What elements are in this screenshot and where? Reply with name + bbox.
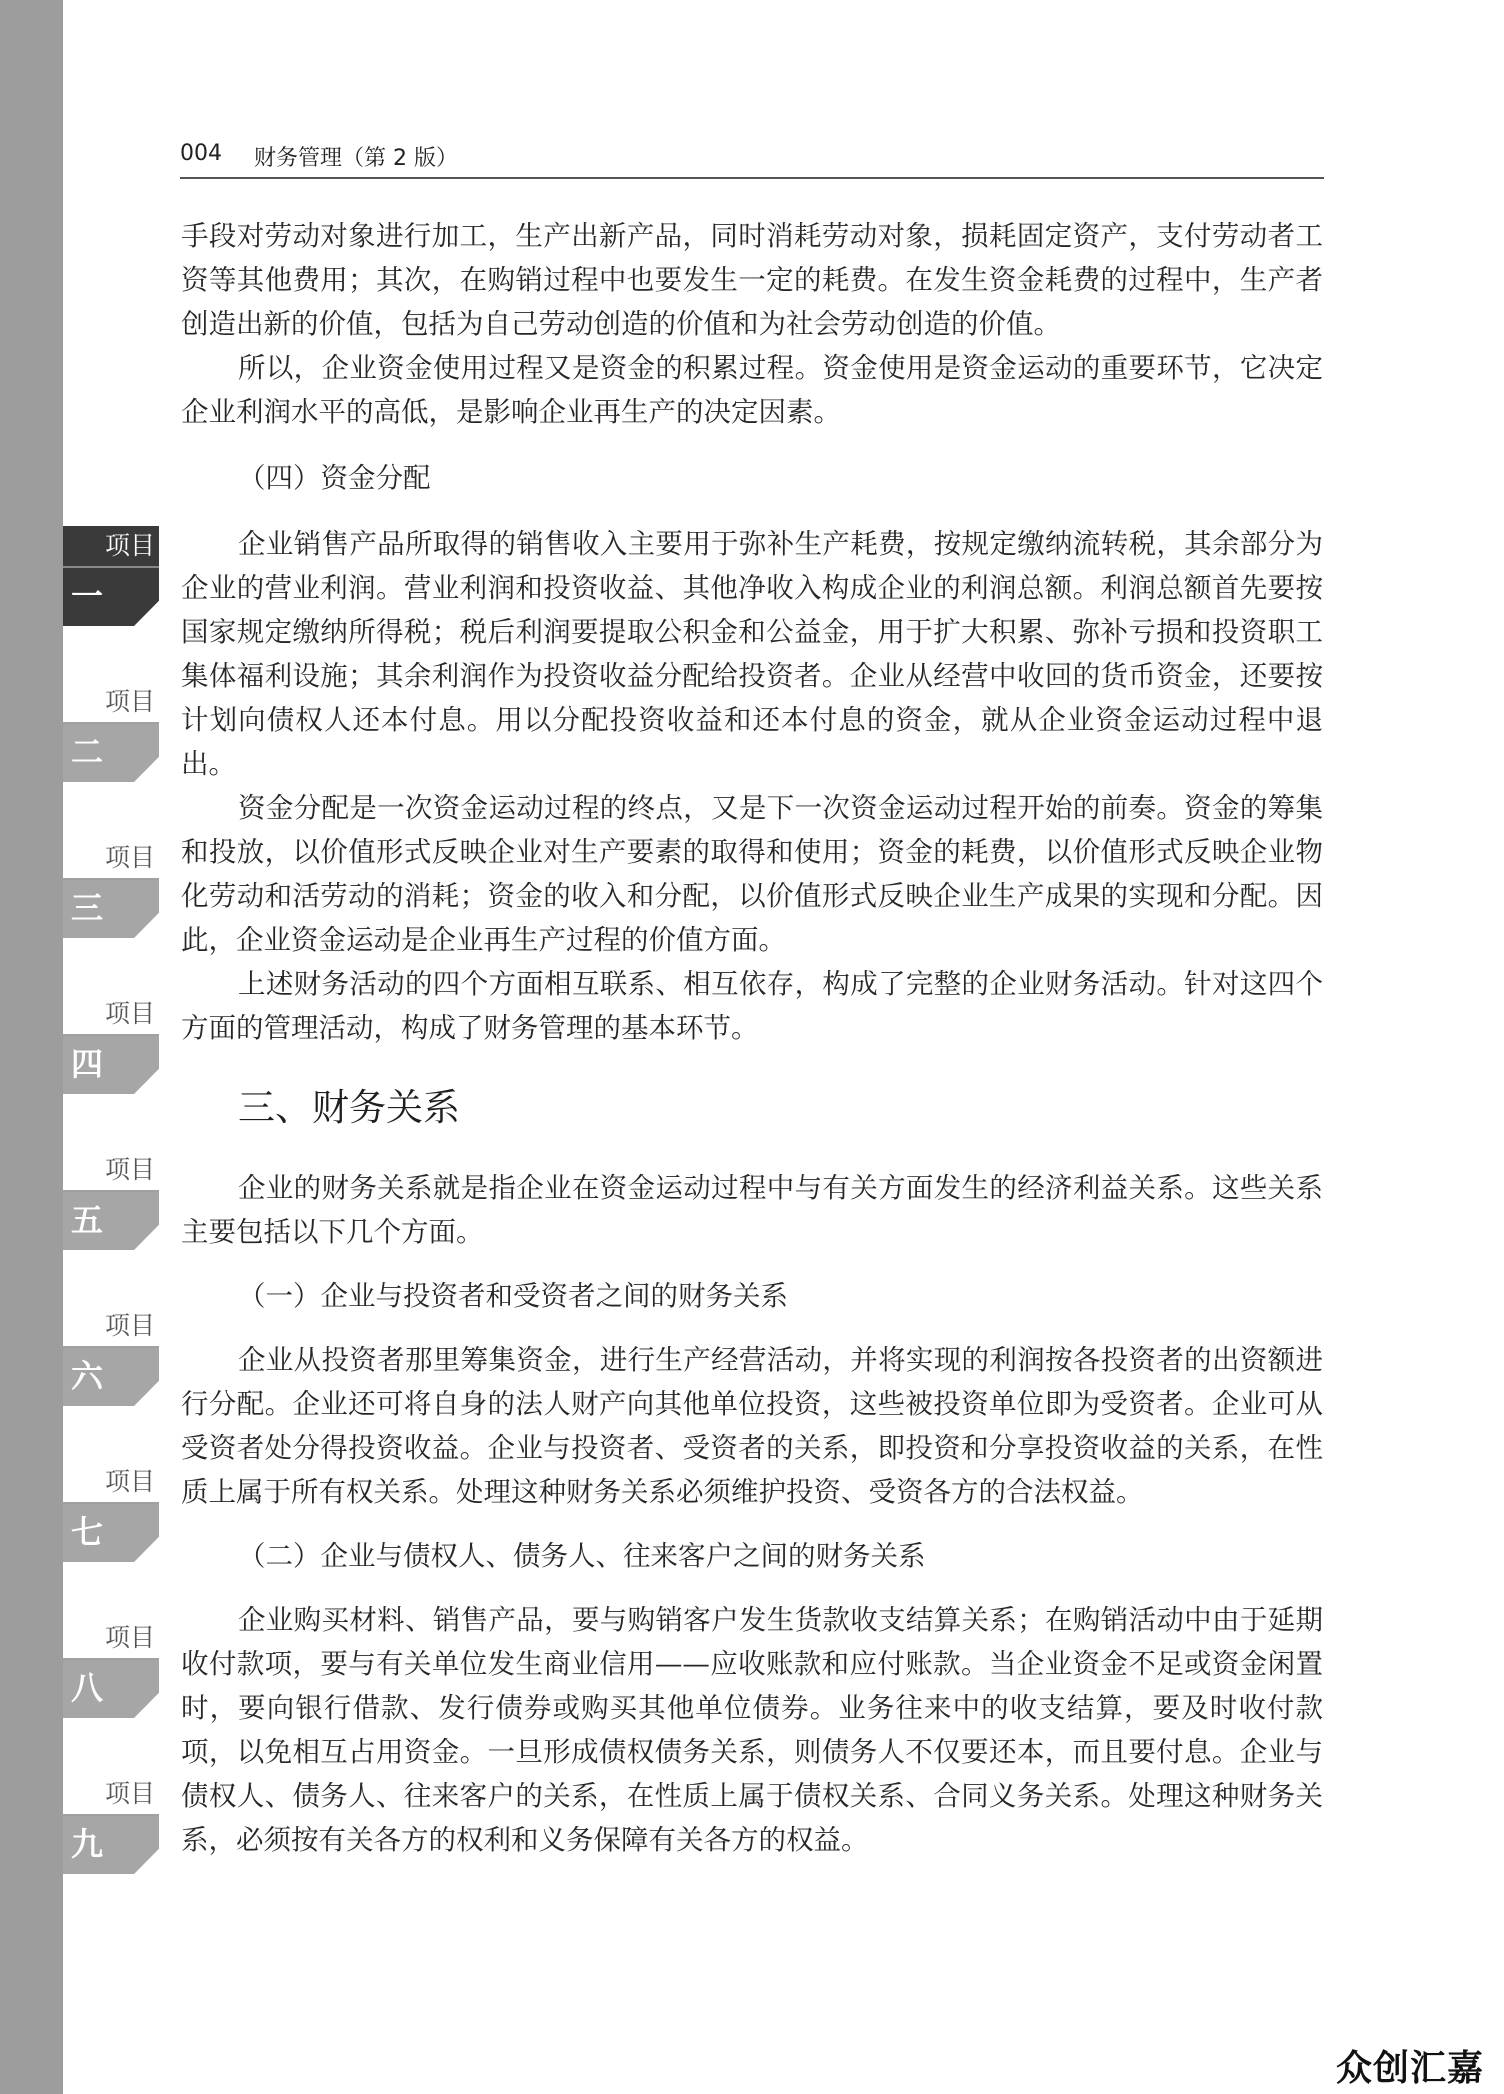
chapter-tab-number: 九 — [71, 1825, 104, 1863]
paragraph: 企业的财务关系就是指企业在资金运动过程中与有关方面发生的经济利益关系。这些关系主要包括以下几个方面。 — [181, 1172, 1323, 1248]
chapter-tab-number: 三 — [71, 889, 104, 927]
book-title: 财务管理（第 2 版） — [254, 146, 458, 171]
chapter-tab-number: 四 — [71, 1045, 104, 1083]
spacer — [181, 500, 1323, 522]
subheading: （四）资金分配 — [238, 462, 431, 494]
chapter-tab-number: 七 — [71, 1513, 104, 1551]
spacer — [181, 1578, 1323, 1598]
spacer — [181, 1254, 1323, 1274]
chapter-tab-label: 项目 — [104, 1623, 155, 1652]
watermark-logo: 众创汇嘉 — [1336, 2048, 1485, 2089]
chapter-tab-4[interactable] — [63, 994, 159, 1096]
spacer — [181, 434, 1323, 456]
chapter-tab-number: 二 — [71, 733, 104, 771]
paragraph: 上述财务活动的四个方面相互联系、相互依存，构成了完整的企业财务活动。针对这四个方面的管理活动，构成了财务管理的基本环节。 — [181, 968, 1323, 1044]
chapter-tab-8[interactable] — [63, 1618, 159, 1720]
chapter-tab-number: 五 — [71, 1201, 104, 1239]
chapter-tab-9[interactable] — [63, 1774, 159, 1876]
chapter-tab-label: 项目 — [104, 1779, 155, 1808]
chapter-tab-1[interactable] — [63, 526, 159, 628]
subheading: （二）企业与债权人、债务人、往来客户之间的财务关系 — [238, 1540, 926, 1572]
left-margin-bar — [0, 0, 63, 2094]
chapter-tab-label: 项目 — [63, 526, 159, 566]
chapter-tab-label: 项目 — [104, 687, 155, 716]
page-number: 004 — [180, 141, 222, 166]
page-body — [181, 214, 1323, 1862]
chapter-tab-number: 六 — [71, 1357, 104, 1395]
chapter-tab-7[interactable] — [63, 1462, 159, 1564]
chapter-tab-number: 八 — [71, 1669, 104, 1707]
chapter-tab-number: 一 — [71, 577, 104, 615]
chapter-tab-label: 项目 — [104, 1155, 155, 1184]
paragraph: 企业购买材料、销售产品，要与购销客户发生货款收支结算关系；在购销活动中由于延期收付款项，要与有关单位发生商业信用——应收账款和应付账款。当企业资金不足或资金闲置时，要向银行借款、发行债券或购买其他单位债券。业务往来中的收支结算，要及时收付款项，以免相互占用资金。一旦形成债权债务关系，则债务人不仅要还本，而且要付息。企业与债权人、债务人、往来客户的关系，在性质上属于债权关系、合同义务关系。处理这种财务关系，必须按有关各方的权利和义务保障有关各方的权益。 — [181, 1604, 1323, 1856]
subheading: （一）企业与投资者和受资者之间的财务关系 — [238, 1280, 788, 1312]
chapter-tab-3[interactable] — [63, 838, 159, 940]
section-heading: 三、财务关系 — [238, 1086, 460, 1129]
chapter-tab-6[interactable] — [63, 1306, 159, 1408]
spacer — [181, 1138, 1323, 1166]
spacer — [181, 1514, 1323, 1534]
paragraph: 所以，企业资金使用过程又是资金的积累过程。资金使用是资金运动的重要环节，它决定企业利润水平的高低，是影响企业再生产的决定因素。 — [181, 352, 1323, 428]
chapter-tab-2[interactable] — [63, 682, 159, 784]
chapter-tab-label: 项目 — [104, 999, 155, 1028]
paragraph: 企业从投资者那里筹集资金，进行生产经营活动，并将实现的利润按各投资者的出资额进行分配。企业还可将自身的法人财产向其他单位投资，这些被投资单位即为受资者。企业可从受资者处分得投资收益。企业与投资者、受资者的关系，即投资和分享投资收益的关系，在性质上属于所有权关系。处理这种财务关系必须维护投资、受资各方的合法权益。 — [181, 1344, 1323, 1508]
running-header — [180, 137, 1324, 179]
chapter-tab-label: 项目 — [104, 1467, 155, 1496]
spacer — [181, 1050, 1323, 1078]
paragraph: 企业销售产品所取得的销售收入主要用于弥补生产耗费，按规定缴纳流转税，其余部分为企业的营业利润。营业利润和投资收益、其他净收入构成企业的利润总额。利润总额首先要按国家规定缴纳所得税；税后利润要提取公积金和公益金，用于扩大积累、弥补亏损和投资职工集体福利设施；其余利润作为投资收益分配给投资者。企业从经营中收回的货币资金，还要按计划向债权人还本付息。用以分配投资收益和还本付息的资金，就从企业资金运动过程中退出。 — [181, 528, 1323, 780]
chapter-tab-label: 项目 — [104, 843, 155, 872]
chapter-tab-5[interactable] — [63, 1150, 159, 1252]
chapter-tab-label: 项目 — [104, 1311, 155, 1340]
spacer — [181, 1318, 1323, 1338]
paragraph: 手段对劳动对象进行加工，生产出新产品，同时消耗劳动对象，损耗固定资产，支付劳动者工资等其他费用；其次，在购销过程中也要发生一定的耗费。在发生资金耗费的过程中，生产者创造出新的价值，包括为自己劳动创造的价值和为社会劳动创造的价值。 — [181, 220, 1323, 340]
paragraph: 资金分配是一次资金运动过程的终点，又是下一次资金运动过程开始的前奏。资金的筹集和投放，以价值形式反映企业对生产要素的取得和使用；资金的耗费，以价值形式反映企业物化劳动和活劳动的消耗；资金的收入和分配，以价值形式反映企业生产成果的实现和分配。因此，企业资金运动是企业再生产过程的价值方面。 — [181, 792, 1323, 956]
